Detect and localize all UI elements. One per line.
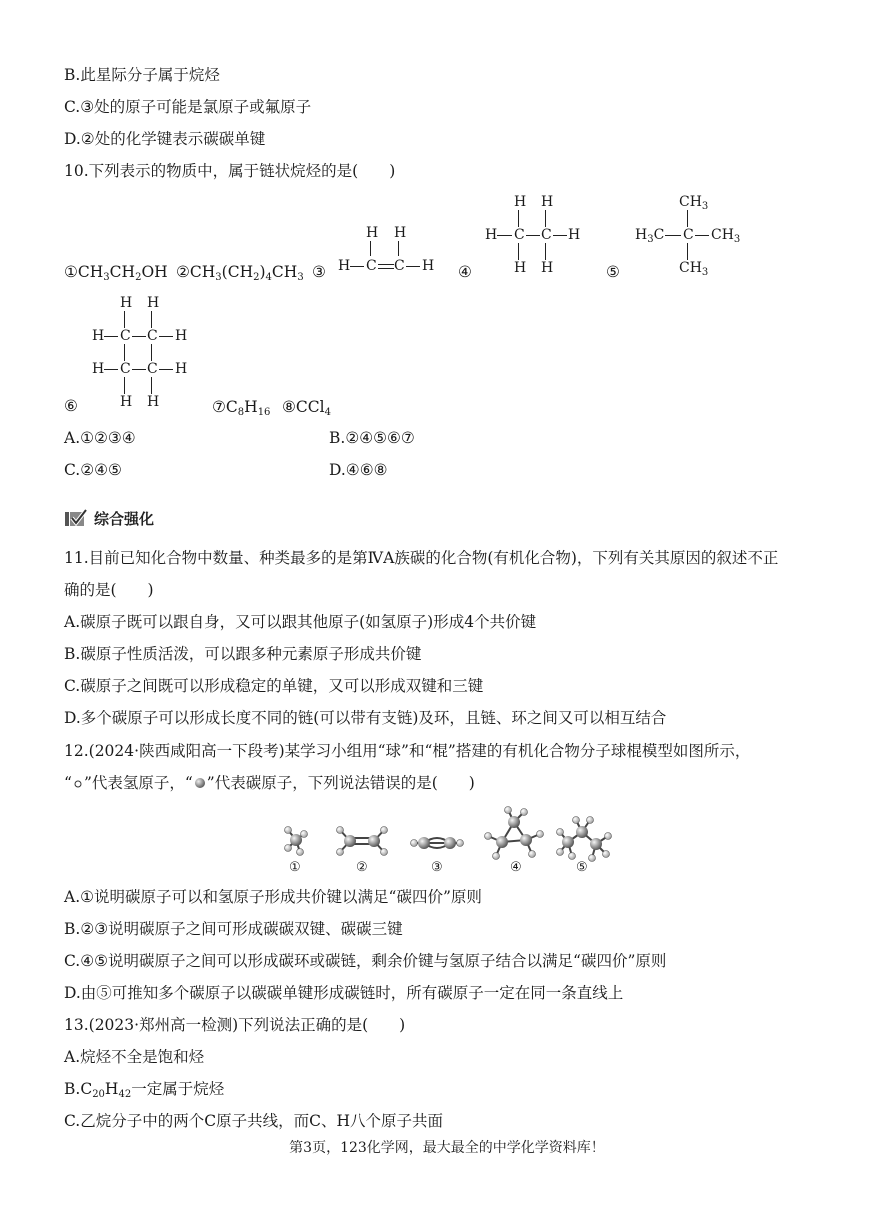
hydrogen-ball-icon [72,777,84,789]
q10-option-c: C.②④⑤ [64,461,122,479]
checklist-icon [64,508,88,528]
ethene-structure: H H H C C H [338,225,435,274]
q12-option-b: B.②③说明碳原子之间可形成碳碳双键、碳碳三键 [64,920,403,938]
model-1-methane [285,827,308,856]
q10-item4-mark: ④ [458,263,472,281]
model-5-chain [557,817,612,862]
q12-stem-line2: “ ”代表氢原子，“ ”代表碳原子，下列说法错误的是( ) [64,774,475,792]
neopentane-structure: $CH_3$ $H_3C$ C $CH_3$ $CH_3$ [635,194,741,278]
q10-stem: 10.下列表示的物质中，属于链状烷烃的是( ) [64,162,396,180]
model-label-3: ③ [431,860,443,875]
q10-item5-mark: ⑤ [606,263,620,281]
q10-option-a: A.①②③④ [64,429,136,447]
q11-stem-line2: 确的是( ) [64,581,154,599]
q11-option-a: A.碳原子既可以跟自身，又可以跟其他原子(如氢原子)形成4个共价键 [64,613,537,631]
q10-option-b: B.②④⑤⑥⑦ [329,429,415,447]
model-label-4: ④ [510,860,522,875]
q11-option-c: C.碳原子之间既可以形成稳定的单键，又可以形成双键和三键 [64,677,484,695]
q12-option-a: A.①说明碳原子可以和氢原子形成共价键以满足“碳四价”原则 [64,888,482,906]
q13-stem: 13.(2023·郑州高一检测)下列说法正确的是( ) [64,1016,406,1034]
q9-option-d: D.②处的化学键表示碳碳单键 [64,130,266,148]
section-header [64,506,154,530]
model-label-2: ② [356,860,368,875]
q9-option-b: B.此星际分子属于烷烃 [64,66,220,84]
cyclobutane-structure: H H H C C H H C C H H H [92,295,188,410]
q13-option-a: A.烷烃不全是饱和烃 [64,1048,205,1066]
q10-item2: $②CH_3(CH_2)_4CH_3$ [176,263,304,283]
q12-stem-line1: 12.(2024·陕西咸阳高一下段考)某学习小组用“球”和“棍”搭建的有机化合物分子球棍模型如图所示， [64,742,751,760]
page-footer: 第3页，123化学网，最大最全的中学化学资料库！ [289,1140,605,1156]
q13-option-c: C.乙烷分子中的两个C原子共线，而C、H八个原子共面 [64,1112,443,1130]
q11-option-b: B.碳原子性质活泼，可以跟多种元素原子形成共价键 [64,645,422,663]
q13-option-b: $B.C_{20}H_{42}$一定属于烷烃 [64,1080,225,1100]
model-label-1: ① [289,860,301,875]
q11-option-d: D.多个碳原子可以形成长度不同的链(可以带有支链)及环，且链、环之间又可以相互结合 [64,709,667,727]
q10-item8: ⑧CCl$_4$ [282,398,331,418]
model-2-ethene [337,827,388,856]
q11-stem-line1: 11.目前已知化合物中数量、种类最多的是第ⅣA族碳的化合物(有机化合物)，下列有关其原因的叙述不正 [64,549,779,567]
q10-item1: $①CH_3CH_2OH$ [64,263,168,283]
ball-stick-models [278,806,618,878]
model-label-5: ⑤ [576,860,588,875]
q9-option-c: C.③处的原子可能是氯原子或氟原子 [64,98,312,116]
model-3-ethyne [411,837,464,849]
carbon-ball-icon [193,776,207,790]
q12-option-d: D.由⑤可推知多个碳原子以碳碳单键形成碳链时，所有碳原子一定在同一条直线上 [64,984,624,1002]
model-4-ring [485,807,544,860]
q10-option-d: D.④⑥⑧ [329,461,388,479]
q10-item7: $⑦C_8H_{16}$ [212,398,271,418]
q10-item6-mark: ⑥ [64,397,78,415]
section-title: 综合强化 [94,509,155,528]
q10-item3-mark: ③ [312,263,326,281]
ethane-structure: H H H C C H H H [485,194,581,276]
q12-option-c: C.④⑤说明碳原子之间可以形成碳环或碳链，剩余价键与氢原子结合以满足“碳四价”原则 [64,952,667,970]
